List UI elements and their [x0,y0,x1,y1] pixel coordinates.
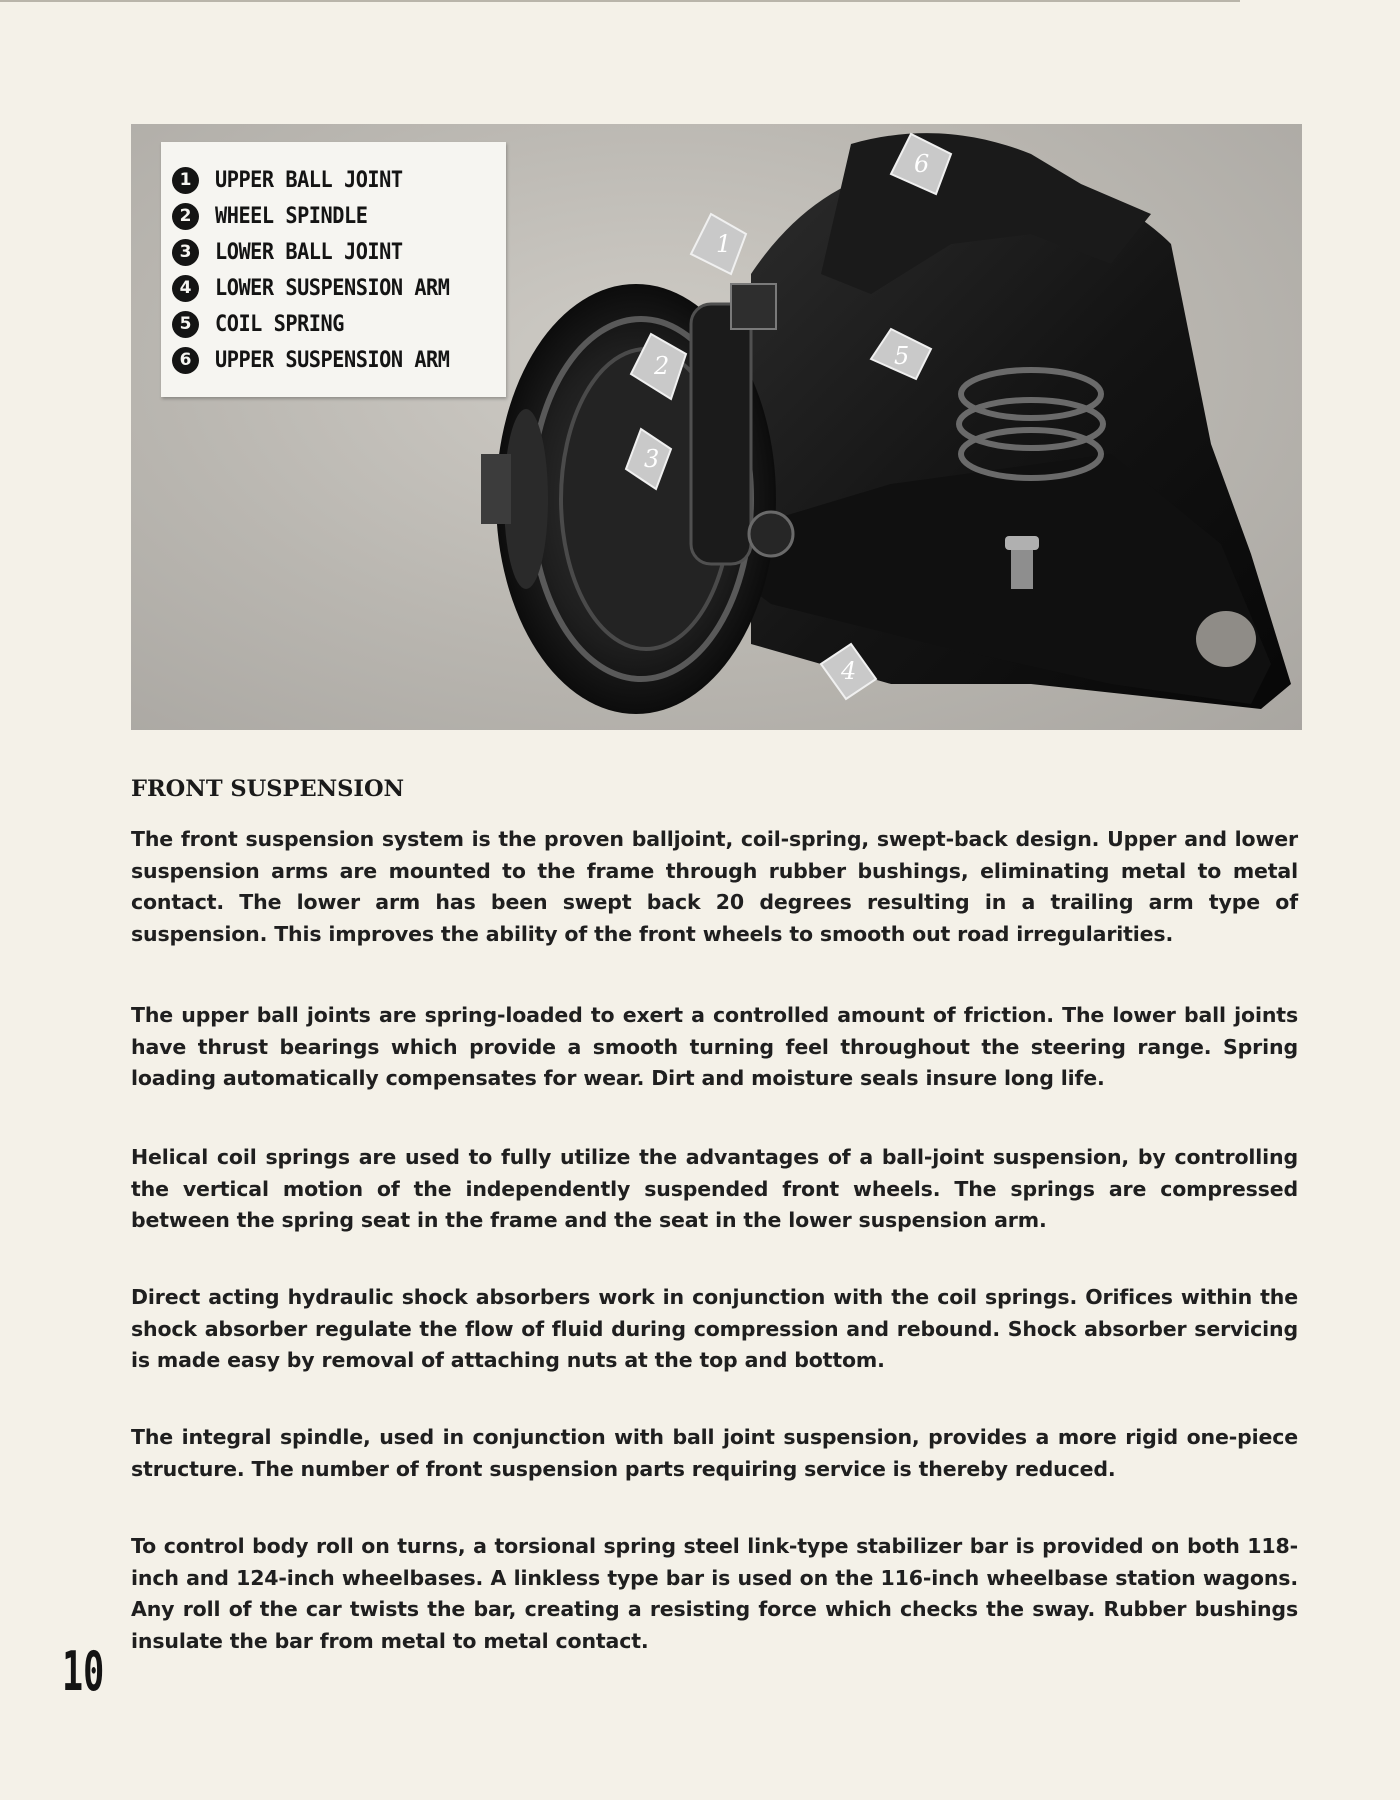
top-rule [0,0,1240,2]
legend-item [172,342,470,378]
legend-label: LOWER SUSPENSION ARM [215,275,450,301]
page-number: 10 [62,1640,105,1703]
legend-label: WHEEL SPINDLE [215,203,368,229]
callout-5: 5 [894,342,910,370]
legend-item [172,306,355,342]
callout-4: 4 [841,657,857,685]
callout-3: 3 [644,445,660,473]
paragraph: The upper ball joints are spring-loaded to exert a controlled amount of friction. The lower ball joints have thrust bearings which provide a smooth turning feel throughout the steering range. Spring loading automatically compensates for wear. Dirt and moisture seals insure long life. [131,1003,1298,1090]
legend-label: LOWER BALL JOINT [215,239,403,265]
legend-item [172,162,419,198]
suspension-figure [131,124,1302,730]
legend-number: 3 [172,239,199,266]
legend-number: 4 [172,275,199,302]
spindle-shape [691,304,751,564]
legend-label: UPPER SUSPENSION ARM [215,347,450,373]
legend-number: 1 [172,167,199,194]
paragraph: Helical coil springs are used to fully utilize the advantages of a ball-joint suspension, by controlling the vertical motion of the independently suspended front wheels. The springs are compressed between the spring seat in the frame and the seat in the lower suspension arm. [131,1145,1298,1232]
section-title: FRONT SUSPENSION [131,776,405,802]
legend-number: 5 [172,311,199,338]
paragraph: To control body roll on turns, a torsional spring steel link-type stabilizer bar is provided on both 118-inch and 124-inch wheelbases. A linkless type bar is used on the 116-inch wheelbase station wagons. Any roll of the car twists the bar, creating a resisting force which checks the sway. Rubber bushings insulate the bar from metal to metal contact. [131,1534,1298,1653]
legend-label: COIL SPRING [215,311,344,337]
legend-label: UPPER BALL JOINT [215,167,403,193]
paragraph: The integral spindle, used in conjunction with ball joint suspension, provides a more rigid one-piece structure. The number of front suspension parts requiring service is thereby reduced. [131,1425,1298,1481]
lower-arm-hole [1196,611,1256,667]
legend-item [172,198,381,234]
callout-2: 2 [654,352,670,380]
legend-item [172,270,470,306]
paragraph: The front suspension system is the proven balljoint, coil-spring, swept-back design. Upper and lower suspension arms are mounted to the frame through rubber bushings, eliminating metal to metal contact. The lower arm has been swept back 20 degrees resulting in a trailing arm type of suspension. This improves the ability of the front wheels to smooth out road irregularities. [131,827,1298,946]
figure-legend [161,142,506,397]
legend-number: 2 [172,203,199,230]
legend-item [172,234,419,270]
callout-6: 6 [914,150,930,178]
callout-1: 1 [716,230,732,258]
legend-number: 6 [172,347,199,374]
paragraph: Direct acting hydraulic shock absorbers work in conjunction with the coil springs. Orifices within the shock absorber regulate the flow of fluid during compression and rebound. Shock absorber servicing is made easy by removal of attaching nuts at the top and bottom. [131,1285,1298,1372]
